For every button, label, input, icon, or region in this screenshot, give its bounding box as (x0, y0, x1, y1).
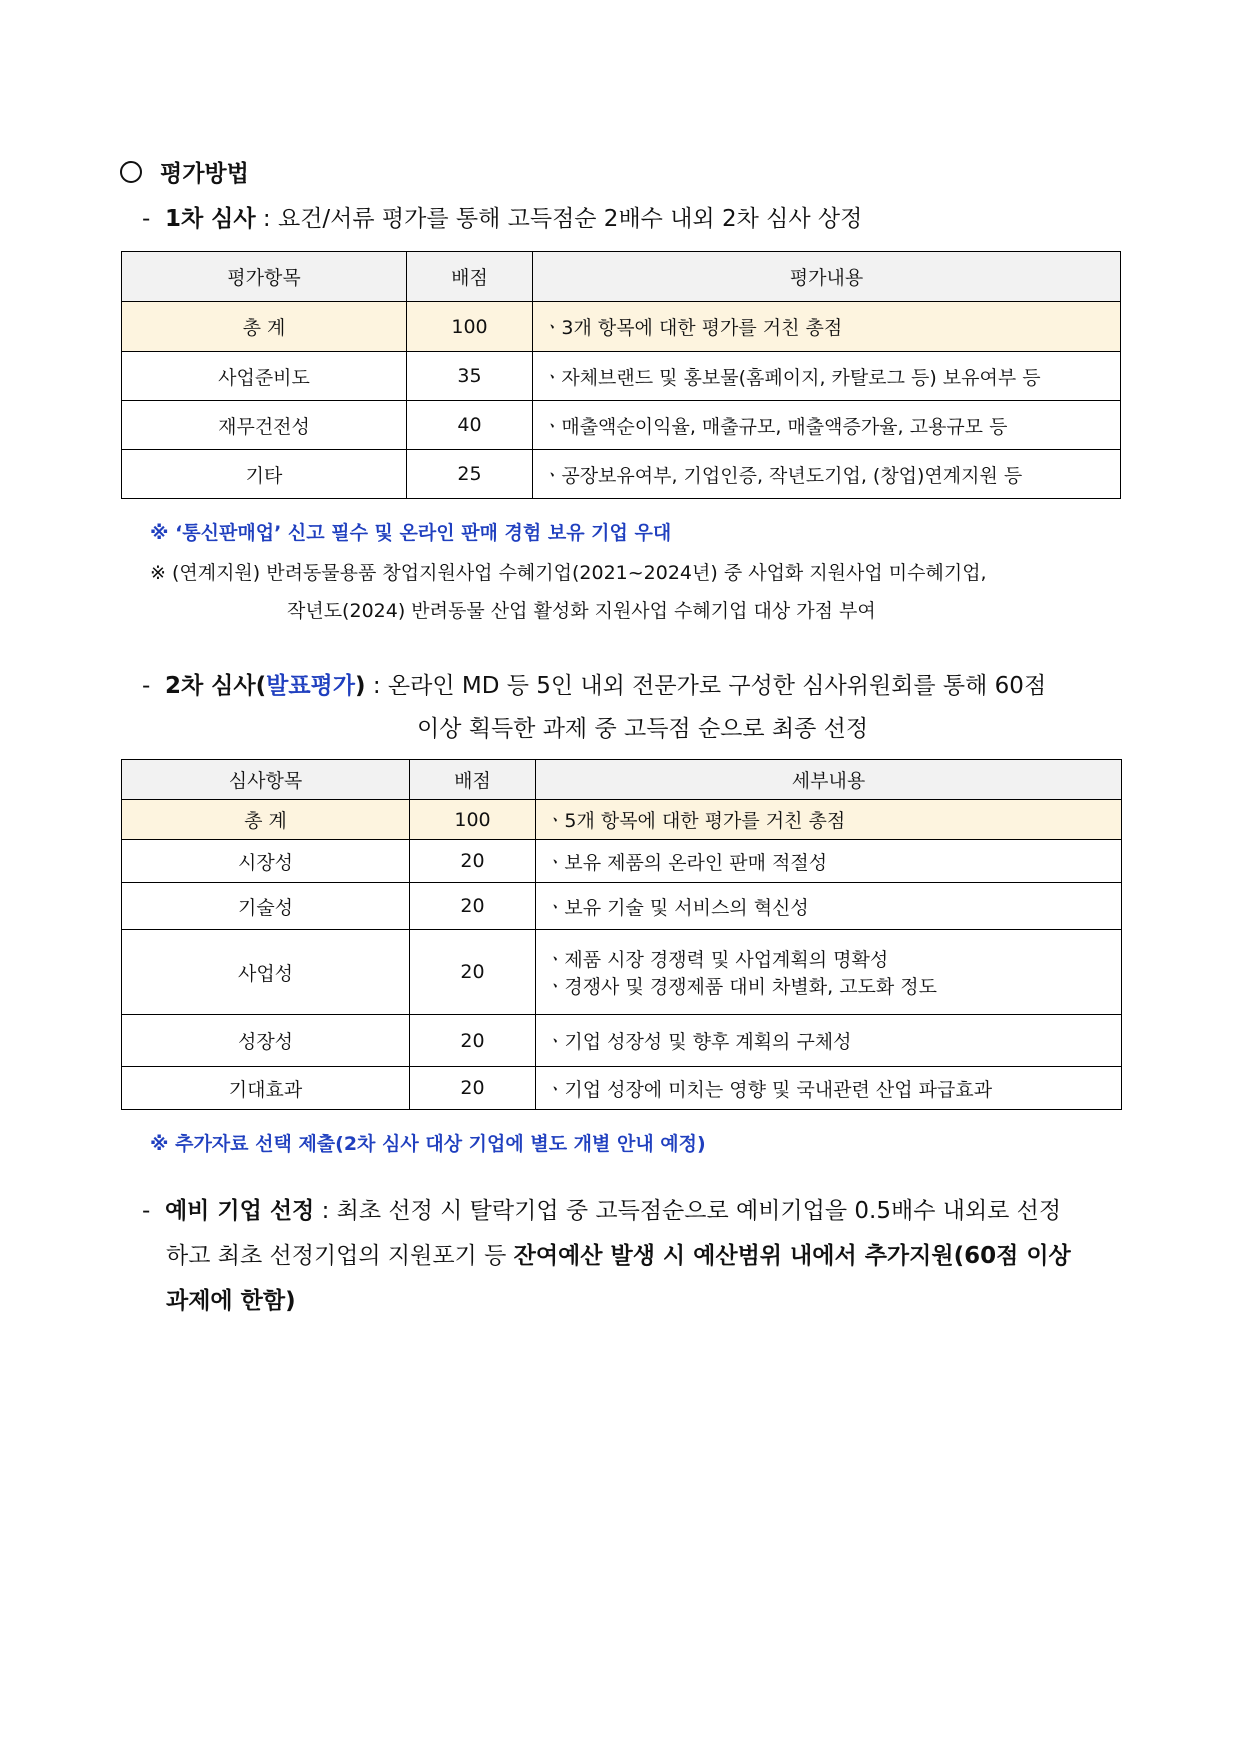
table-row (122, 1015, 1122, 1067)
separator: : (321, 1198, 330, 1224)
row-content-line: ㆍ제품 시장 경쟁력 및 사업계획의 명확성 (546, 949, 889, 971)
table-row (122, 302, 1121, 352)
row-item: 사업성 (122, 930, 410, 1015)
row-item: 재무건전성 (122, 401, 407, 450)
reserve-line-3: 과제에 한함) (166, 1288, 296, 1314)
row-score: 35 (407, 352, 533, 401)
header-item: 심사항목 (122, 760, 410, 800)
note-additional-materials: ※ 추가자료 선택 제출(2차 심사 대상 기업에 별도 개별 안내 예정) (150, 1133, 706, 1155)
separator: : (372, 673, 381, 699)
stage2-table (121, 759, 1122, 1110)
header-item: 평가항목 (122, 252, 407, 302)
row-content: ㆍ보유 기술 및 서비스의 혁신성 (536, 883, 1122, 930)
stage1-label: 1차 심사 (164, 206, 256, 232)
circle-bullet-icon (120, 161, 142, 183)
row-item: 총 계 (122, 800, 410, 840)
note-linked-support: ※ (연계지원) 반려동물용품 창업지원사업 수혜기업(2021~2024년) 중 사업화 지원사업 미수혜기업, (150, 562, 987, 584)
row-score: 20 (410, 1015, 536, 1067)
table-row (122, 883, 1122, 930)
row-score: 20 (410, 930, 536, 1015)
row-score: 100 (407, 302, 533, 352)
row-content: ㆍ자체브랜드 및 홍보물(홈페이지, 카탈로그 등) 보유여부 등 (533, 352, 1121, 401)
dash: - (142, 673, 151, 699)
row-item: 시장성 (122, 840, 410, 883)
row-score: 100 (410, 800, 536, 840)
row-content (536, 930, 1122, 1015)
section-heading (120, 155, 249, 188)
table-row (122, 450, 1121, 499)
row-item: 성장성 (122, 1015, 410, 1067)
stage2-label-highlight: 발표평가 (266, 673, 355, 699)
row-content: ㆍ5개 항목에 대한 평가를 거친 총점 (536, 800, 1122, 840)
stage2-text: 온라인 MD 등 5인 내외 전문가로 구성한 심사위원회를 통해 60점 (387, 673, 1047, 699)
table-row (122, 1067, 1122, 1110)
section-title: 평가방법 (160, 161, 249, 187)
row-score: 20 (410, 840, 536, 883)
row-content: ㆍ보유 제품의 온라인 판매 적절성 (536, 840, 1122, 883)
table-row (122, 930, 1122, 1015)
row-content: ㆍ공장보유여부, 기업인증, 작년도기업, (창업)연계지원 등 (533, 450, 1121, 499)
table-row (122, 352, 1121, 401)
stage2-label: 2차 심사( (164, 673, 267, 699)
row-content: ㆍ기업 성장성 및 향후 계획의 구체성 (536, 1015, 1122, 1067)
reserve-line-2 (166, 1237, 1071, 1270)
row-item: 기대효과 (122, 1067, 410, 1110)
row-score: 25 (407, 450, 533, 499)
reserve-line (142, 1192, 1061, 1225)
row-content: ㆍ매출액순이익율, 매출규모, 매출액증가율, 고용규모 등 (533, 401, 1121, 450)
header-content: 세부내용 (536, 760, 1122, 800)
reserve-text: 최초 선정 시 탈락기업 중 고득점순으로 예비기업을 0.5배수 내외로 선정 (336, 1198, 1062, 1224)
table-row (122, 840, 1122, 883)
stage1-line (142, 200, 862, 233)
stage2-line (142, 667, 1046, 700)
dash: - (142, 1198, 151, 1224)
reserve-label: 예비 기업 선정 (164, 1198, 315, 1224)
row-item: 총 계 (122, 302, 407, 352)
row-item: 기타 (122, 450, 407, 499)
table-header-row (122, 760, 1122, 800)
table-row (122, 800, 1122, 840)
row-score: 20 (410, 883, 536, 930)
reserve-text-2: 하고 최초 선정기업의 지원포기 등 (166, 1243, 507, 1269)
stage2-label-end: ) (355, 673, 366, 699)
row-item: 기술성 (122, 883, 410, 930)
note-preference: ※ ‘통신판매업’ 신고 필수 및 온라인 판매 경험 보유 기업 우대 (150, 522, 672, 544)
stage1-table (121, 251, 1121, 499)
table-row (122, 401, 1121, 450)
stage2-text-cont: 이상 획득한 과제 중 고득점 순으로 최종 선정 (417, 716, 869, 742)
row-item: 사업준비도 (122, 352, 407, 401)
separator: : (262, 206, 271, 232)
stage1-text: 요건/서류 평가를 통해 고득점순 2배수 내외 2차 심사 상정 (277, 206, 863, 232)
header-content: 평가내용 (533, 252, 1121, 302)
row-content: ㆍ3개 항목에 대한 평가를 거친 총점 (533, 302, 1121, 352)
row-score: 20 (410, 1067, 536, 1110)
row-score: 40 (407, 401, 533, 450)
reserve-text-2-bold: 잔여예산 발생 시 예산범위 내에서 추가지원(60점 이상 (513, 1243, 1071, 1269)
row-content: ㆍ기업 성장에 미치는 영향 및 국내관련 산업 파급효과 (536, 1067, 1122, 1110)
header-score: 배점 (410, 760, 536, 800)
note-linked-support-cont: 작년도(2024) 반려동물 산업 활성화 지원사업 수혜기업 대상 가점 부여 (287, 600, 876, 622)
row-content-line: ㆍ경쟁사 및 경쟁제품 대비 차별화, 고도화 정도 (546, 976, 938, 998)
dash: - (142, 206, 151, 232)
table-header-row (122, 252, 1121, 302)
header-score: 배점 (407, 252, 533, 302)
